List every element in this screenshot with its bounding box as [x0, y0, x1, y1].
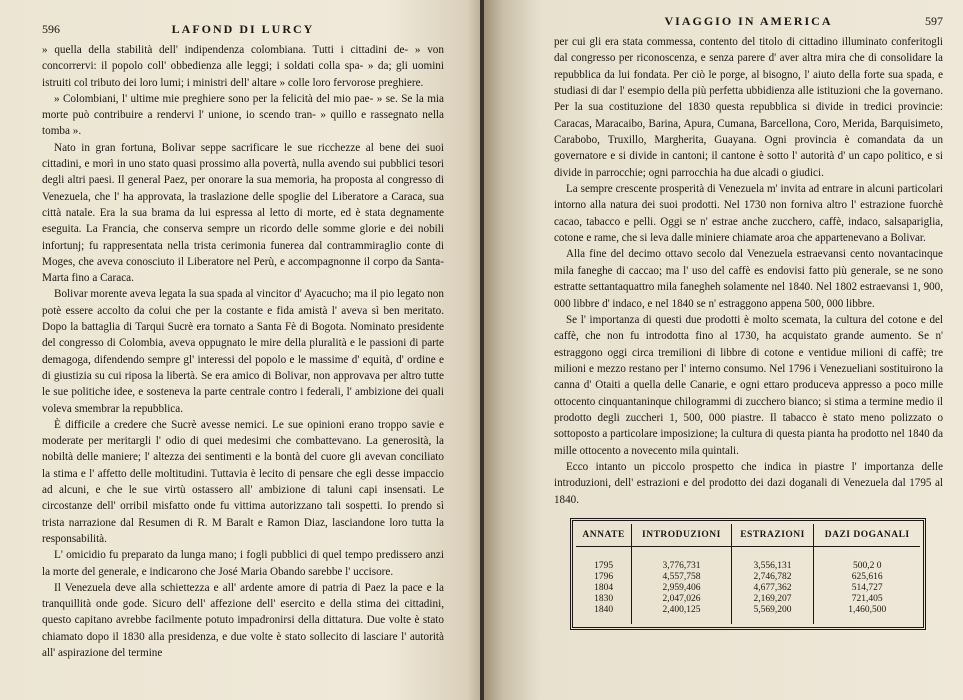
right-page-header — [554, 14, 943, 34]
paragraph: » quella della stabilità dell' indipendenza colombiana. Tutti i cittadini de- » von concorrervi: il popolo coll' obbedienza alle leggi; i soldati colla spa- » da; gli uomini istruiti col tributo dei loro lumi; i ministri dell' altare » colle loro fervorose preghiere. — [42, 44, 444, 89]
table-row — [576, 546, 920, 624]
left-running-title: LAFOND DI LURCY — [171, 22, 315, 36]
table-cell: 4,557,758 — [662, 571, 701, 582]
table-cell: 2,746,782 — [753, 571, 792, 582]
introduzioni-column — [632, 546, 732, 624]
table-cell: 4,677,362 — [753, 582, 792, 593]
table-cell: 2,047,026 — [662, 593, 701, 604]
table-cell: 625,616 — [851, 571, 883, 582]
paragraph: La sempre crescente prosperità di Venezuela m' invita ad entrare in alcuni particolari intorno alla natura dei suoi prodotti. Nel 1730 non forniva altro l' estrazione fuorchè cacao, tabacco e pelli. Oggi se n' estrae anche zucchero, caffè, indaco, salsapariglia, cotone e rame, che si leva dalle miniere chiamate aroa che appartenevano a Bolivar. — [554, 183, 943, 245]
table-cell: 2,169,207 — [753, 593, 792, 604]
right-page-text — [554, 34, 943, 508]
column-header-introduzioni: INTRODUZIONI — [632, 524, 732, 547]
table-cell: 1,460,500 — [848, 604, 887, 615]
table-cell: 1830 — [594, 593, 614, 604]
right-page-number: 597 — [925, 14, 943, 28]
years-column — [576, 546, 632, 624]
paragraph: Bolivar morente aveva legata la sua spada al vincitor d' Ayacucho; ma il pio legato non potè essere accolto da colui che per la costante e fida amistà l' aveva sì ben meritato. Dopo la battaglia di Tarqui Sucrè era tornato a Santa Fè di Bogota. Nominato presidente del congresso di Colombia, aveva oppugnato le mire della pluralità e le passioni di parte demagoga, difendendo sempre gl' interessi del popolo e le massime d' equità, d' ordine e di giustizia su cui riposa la libertà. Se era amico di Bolivar, non approvava per altro tutte le sue politiche idee, e sosteneva la parte centrale contro i federali, l' ambizione dei quali voleva smembrar la repubblica. — [42, 288, 444, 415]
trade-table-grid — [576, 524, 920, 624]
paragraph: È difficile a credere che Sucrè avesse nemici. Le sue opinioni erano troppo savie e moderate per meritargli l' odio di quei medesimi che combattevano. La generosità, la nobiltà delle maniere; l' altezza dei sentimenti e la bontà del cuore gli avevan conciliato la stima e l' affetto delle moltitudini. Tuttavia è lecito di pensare che egli desse impaccio ad alcuni, e che le sue virtù ostassero all' ambizione di taluni capi insensati. Le circostanze dell' orribil misfatto onde fu vittima autorizzano tali sospetti. Io prendo sì trista narrazione dal Resumen di R. M Baralt e Ramon Diaz, lasciandone loro tutta la responsabilità. — [42, 418, 444, 545]
paragraph: » Colombiani, l' ultime mie preghiere sono per la felicità del mio pae- » se. Se la mia morte può contribuire a rendervi l' unione, io scendo tran- » quillo e rassegnato nella tomba ». — [42, 92, 444, 138]
left-page-header — [42, 22, 444, 42]
estrazioni-column — [731, 546, 814, 624]
left-page-text — [42, 42, 444, 661]
paragraph: L' omicidio fu preparato da lunga mano; i fogli pubblici di quel tempo predissero anzi la morte del generale, e indicarono che José Maria Obando sarebbe l' uccisore. — [42, 549, 444, 578]
table-cell: 1840 — [594, 604, 614, 615]
table-cell: 2,959,406 — [662, 582, 701, 593]
table-cell: 2,400,125 — [662, 604, 701, 615]
table-cell: 1796 — [594, 571, 614, 582]
table-cell: 1795 — [594, 560, 614, 571]
right-running-title: VIAGGIO IN AMERICA — [664, 14, 833, 28]
column-header-estrazioni: ESTRAZIONI — [731, 524, 814, 547]
left-page-number: 596 — [42, 22, 60, 36]
table-cell: 3,776,731 — [662, 560, 701, 571]
column-header-annate: ANNATE — [576, 524, 632, 547]
table-cell: 721,405 — [851, 593, 883, 604]
table-cell: 3,556,131 — [753, 560, 792, 571]
dazi-column — [814, 546, 920, 624]
table-cell: 1804 — [594, 582, 614, 593]
paragraph: Il Venezuela deve alla schiettezza e all' ardente amore di patria di Paez la pace e la tranquillità onde gode. Sicuro dell' affezione dell' esercito e della stima dei cittadini, questo capitano avrebbe facilmente potuto impadronirsi della dittatura. Due volte è stato chiamato dopo il 1830 alla presidenza, e due volte è stato sollecito di lasciare l' autorità all' aspirazione del termine — [42, 581, 444, 659]
table-cell: 500,2 0 — [852, 560, 882, 571]
column-header-dazi: DAZI DOGANALI — [814, 524, 920, 547]
table-cell: 5,569,200 — [753, 604, 792, 615]
trade-table — [570, 518, 926, 630]
paragraph: per cui gli era stata commessa, contento del titolo di cittadino illuminato conferitogli dal congresso per riconoscenza, e senza parere d' aver altra mira che di consolidare la repubblica da lui fondata. Per ciò le porge, al bisogno, l' aiuto della forte sua spada, e studiasi di dar l' esempio della più perfetta ubbidienza alle istituzioni che la governano. Per la sua costituzione del 1830 questa repubblica si divide in tredici provincie: Caracas, Maracaibo, Barina, Apura, Cumana, Barcellona, Coro, Merida, Barquisimeto, Carabobo, Truxillo, Margherita, Guayana. Ogni provincia è comandata da un governatore e si divide in cantoni; il cantone è sotto l' autorità d' un capo politico, e si divide in parrocchie; ogni parrocchia ha due alcadi o giudici. — [554, 36, 943, 179]
paragraph: Nato in gran fortuna, Bolivar seppe sacrificare le sue ricchezze al bene dei suoi cittadini, e morì in uno stato quasi prossimo alla povertà, nulla avendo sui pubblici tesori degli altri paesi. Il general Paez, per onorare la sua memoria, ha proposta al congresso di Venezuela, che l' ha approvata, la traslazione delle spoglie del Liberatore a Caraca, sua città natale. Era la sua brama da lui espressa al letto di morte, ed è stata degnamente eseguita. La Francia, che conserva sempre un ricordo delle somme glorie e dei nobili infortunj; fu rappresentata nella trista cerimonia funerea dal contrammiraglio conte di Moges, che aveva conosciuto il Liberatore nel Perù, e accompagnonne il corpo da Santa-Marta fino a Caraca. — [42, 141, 444, 285]
table-cell: 514,727 — [851, 582, 883, 593]
right-page — [484, 0, 963, 700]
paragraph: Ecco intanto un piccolo prospetto che indica in piastre l' importanza delle introduzioni, dell' estrazioni e del prodotto dei dazi doganali di Venezuela dal 1795 al 1840. — [554, 460, 943, 506]
paragraph: Alla fine del decimo ottavo secolo dal Venezuela estraevansi cento novantacinque mila faneghe di caccao; ma l' uso del caffè es endovisi fatto più generale, se ne sono estratte settantaquattro mila fanegheh solamente nel 1840. Nel 1802 estraevansi 1, 900, 000 libbre d' indaco, e nel 1840 se n' estraggono appena 500, 000 libbre. — [554, 248, 943, 310]
paragraph: Se l' importanza di questi due prodotti è molto scemata, la cultura del cotone e del caffè, che non fu introdotta fino al 1730, ha acquistato grande aumento. Se n' estraggono oggi circa tremilioni di libbre di cotone e ventidue milioni di caffè; tre milioni e mezzo restano per l' interno consumo. Nel 1796 i Venezueliani sostituirono la canna d' Otaiti a quella delle Canarie, e ogni ettaro produceva appresso a poco mille ottocento cinquantaninque chilogrammi di zucchero bianco; si stima a termine medio il prodotto degli zuccheri 1, 500, 000 piastre. Il tabacco è stato meno polizzato o sottoposto a particolare imposizione; la cultura di questa pianta ha prodotto nel 1840 da mille ottocento a novecento mila quintali. — [554, 313, 943, 457]
